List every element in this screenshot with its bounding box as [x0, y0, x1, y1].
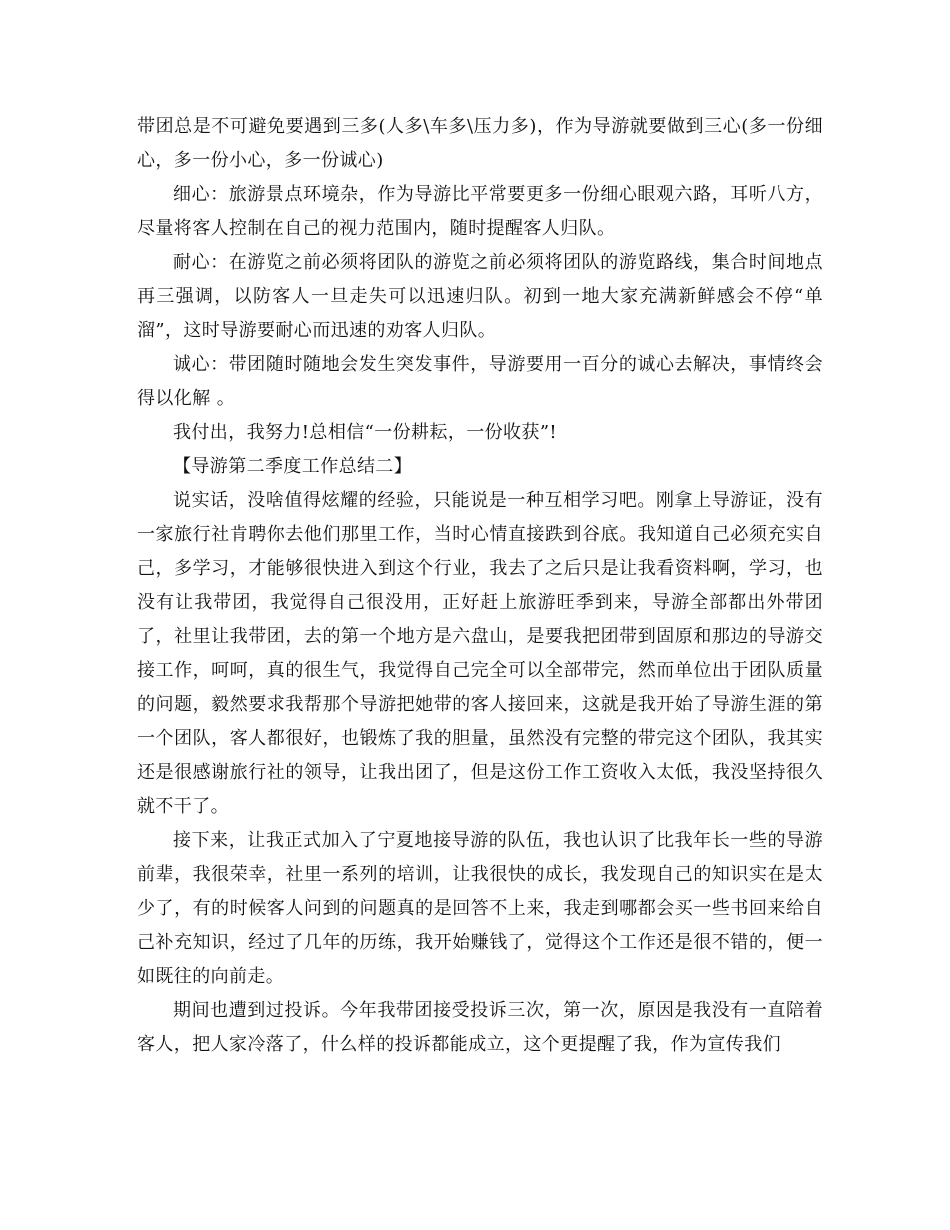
paragraph-intro: 带团总是不可避免要遇到三多(人多\车多\压力多)，作为导游就要做到三心(多一份细心，多一份小心，多一份诚心) — [137, 116, 823, 171]
paragraph-careful: 细心：旅游景点环境杂，作为导游比平常要更多一份细心眼观六路，耳听八方，尽量将客人控制在自己的视力范围内，随时提醒客人归队。 — [137, 184, 823, 239]
paragraph-patience: 耐心：在游览之前必须将团队的游览之前必须将团队的游览路线，集合时间地点再三强调，以防客人一旦走失可以迅速归队。初到一地大家充满新鲜感会不停“单溜”，这时导游要耐心而迅速的劝客人归队。 — [137, 252, 823, 341]
paragraph-motto: 我付出，我努力!总相信“一份耕耘，一份收获”! — [173, 422, 558, 443]
paragraph-growth: 接下来，让我正式加入了宁夏地接导游的队伍，我也认识了比我年长一些的导游前辈，我很荣幸，社里一系列的培训，让我很快的成长，我发现自己的知识实在是太少了，有的时候客人问到的问题真的是回答不上来，我走到哪都会买一些书回来给自己补充知识，经过了几年的历练，我开始赚钱了，觉得这个工作还是很不错的，便一如既往的向前走。 — [137, 830, 823, 987]
document-body — [137, 110, 823, 1062]
paragraph-complaints: 期间也遭到过投诉。今年我带团接受投诉三次，第一次，原因是我没有一直陪着客人，把人家冷落了，什么样的投诉都能成立，这个更提醒了我，作为宣传我们 — [137, 1000, 823, 1055]
paragraph-sincerity: 诚心：带团随时随地会发生突发事件，导游要用一百分的诚心去解决，事情终会得以化解 。 — [137, 354, 823, 409]
paragraph-experience: 说实话，没啥值得炫耀的经验，只能说是一种互相学习吧。刚拿上导游证，没有一家旅行社肯聘你去他们那里工作，当时心情直接跌到谷底。我知道自己必须充实自己，多学习，才能够很快进入到这个行业，我去了之后只是让我看资料啊，学习，也没有让我带团，我觉得自己很没用，正好赶上旅游旺季到来，导游全部都出外带团了，社里让我带团，去的第一个地方是六盘山，是要我把团带到固原和那边的导游交接工作，呵呵，真的很生气，我觉得自己完全可以全部带完，然而单位出于团队质量的问题，毅然要求我帮那个导游把她带的客人接回来，这就是我开始了导游生涯的第一个团队，客人都很好，也锻炼了我的胆量，虽然没有完整的带完这个团队，我其实还是很感谢旅行社的领导，让我出团了，但是这份工作工资收入太低，我没坚持很久就不干了。 — [137, 490, 823, 817]
section-heading: 【导游第二季度工作总结二】 — [173, 456, 413, 477]
